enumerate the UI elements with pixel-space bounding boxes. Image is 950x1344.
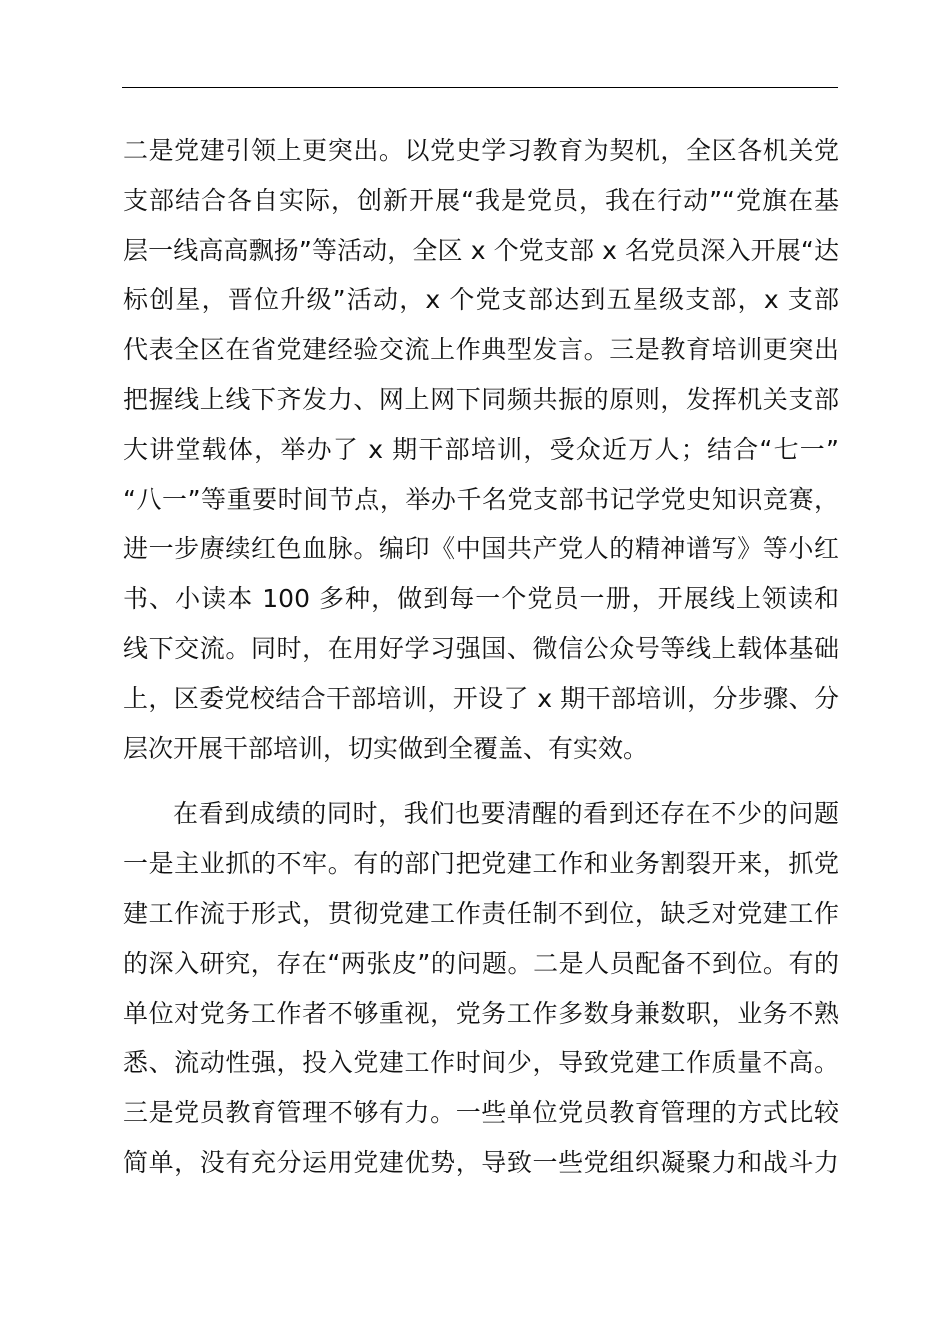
paragraph-2-line: 的深入研究，存在“两张皮”的问题。二是人员配备不到位。有的 [123,948,839,978]
paragraph-2 [123,789,839,1187]
paragraph-2-line: 简单，没有充分运用党建优势，导致一些党组织凝聚力和战斗力 [123,1147,839,1177]
paragraph-1-line: 书、小读本 100 多种，做到每一个党员一册，开展线上领读和 [123,584,839,614]
paragraph-1-line: 进一步赓续红色血脉。编印《中国共产党人的精神谱写》等小红 [123,534,839,564]
paragraph-2-line: 三是党员教育管理不够有力。一些单位党员教育管理的方式比较 [123,1098,839,1128]
paragraph-1-line: 把握线上线下齐发力、网上网下同频共振的原则，发挥机关支部 [123,384,839,414]
paragraph-2-line: 悉、流动性强，投入党建工作时间少，导致党建工作质量不高。 [123,1048,839,1078]
header-rule [122,87,838,88]
paragraph-1-line: 层一线高高飘扬”等活动，全区 x 个党支部 x 名党员深入开展“达 [123,235,839,265]
paragraph-1-line: 上，区委党校结合干部培训，开设了 x 期干部培训，分步骤、分 [123,683,839,713]
paragraph-1-line: “八一”等重要时间节点，举办千名党支部书记学党史知识竞赛， [123,484,839,514]
body-text [123,126,839,1188]
paragraph-1-line: 层次开展干部培训，切实做到全覆盖、有实效。 [123,733,649,763]
paragraph-1-line: 大讲堂载体，举办了 x 期干部培训，受众近万人；结合“七一” [123,434,839,464]
paragraph-1-line: 线下交流。同时，在用好学习强国、微信公众号等线上载体基础 [123,633,839,663]
paragraph-1-line: 二是党建引领上更突出。以党史学习教育为契机，全区各机关党 [123,136,839,165]
paragraph-2-line: 一是主业抓的不牢。有的部门把党建工作和业务割裂开来，抓党 [123,849,839,879]
paragraph-1-line: 代表全区在省党建经验交流上作典型发言。三是教育培训更突出 [123,335,839,365]
paragraph-gap [123,773,839,789]
paragraph-1-line: 支部结合各自实际，创新开展“我是党员，我在行动”“党旗在基 [123,185,839,215]
paragraph-2-line: 单位对党务工作者不够重视，党务工作多数身兼数职，业务不熟 [123,998,839,1028]
paragraph-2-line: 在看到成绩的同时，我们也要清醒的看到还存在不少的问题 [173,799,839,829]
paragraph-2-line: 建工作流于形式，贯彻党建工作责任制不到位，缺乏对党建工作 [123,898,839,928]
paragraph-1-line: 标创星，晋位升级”活动，x 个党支部达到五星级支部，x 支部 [123,285,839,315]
paragraph-1 [123,126,839,773]
